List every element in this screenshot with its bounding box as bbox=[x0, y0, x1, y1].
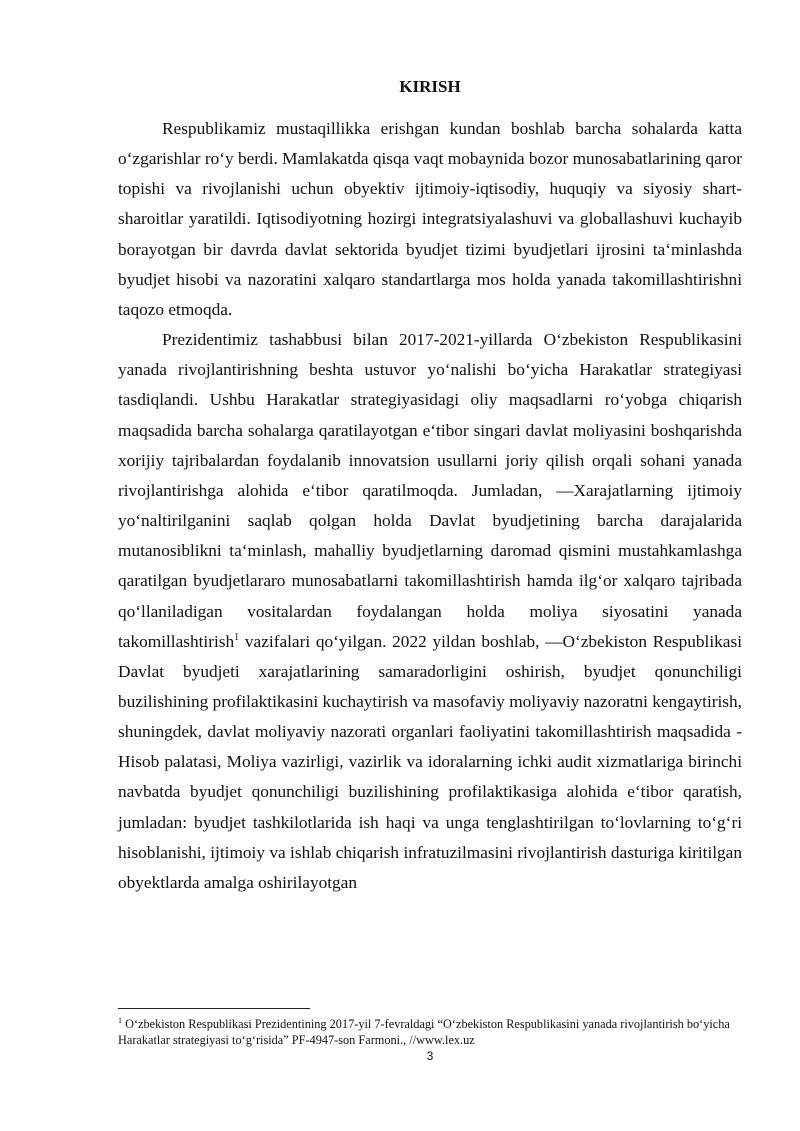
paragraph-2-part-1: Prezidentimiz tashabbusi bilan 2017-2021-yillarda O‘zbekiston Respublikasini yanada rivojlantirishning beshta ustuvor yo‘nalishi bo‘yicha Harakatlar strategiyasi tasdiqlandi. Ushbu Harakatlar strategiyasidagi oliy maqsadlarni ro‘yobga chiqarish maqsadida barcha sohalarga qaratilayotgan e‘tibor singari davlat moliyasini boshqarishda xorijiy tajribalardan foydalanib innovatsion usullarni joriy qilish orqali sohani yanada rivojlantirishga alohida e‘tibor qaratilmoqda. Jumladan, ―Xarajatlarning ijtimoiy yo‘naltirilganini saqlab qolgan holda Davlat byudjetining barcha darajalarida mutanosiblikni ta‘minlash, mahalliy byudjetlarning daromad qismini mustahkamlashga qaratilgan byudjetlararo munosabatlarni takomillashtirish hamda ilg‘or xalqaro tajribada qo‘llaniladigan vositalardan foydalangan holda moliya siyosatini yanada takomillashtirish bbox=[118, 330, 742, 651]
footnote bbox=[118, 1016, 742, 1048]
paragraph-1: Respublikamiz mustaqillikka erishgan kundan boshlab barcha sohalarda katta o‘zgarishlar ro‘y berdi. Mamlakatda qisqa vaqt mobaynida bozor munosabatlarining qaror topishi va rivojlanishi uchun obyektiv ijtimoiy-iqtisodiy, huquqiy va siyosiy shart-sharoitlar yaratildi. Iqtisodiyotning hozirgi integratsiyalashuvi va globallashuvi kuchayib borayotgan bir davrda davlat sektorida byudjet tizimi byudjetlari ijrosini ta‘minlashda byudjet hisobi va nazoratini xalqaro standartlarga mos holda yanada takomillashtirishni taqozo etmoqda. bbox=[118, 119, 742, 319]
paragraph-2 bbox=[118, 325, 742, 898]
page-number: 3 bbox=[426, 1049, 434, 1063]
section-heading: KIRISH bbox=[399, 77, 461, 96]
paragraph-2-part-2: vazifalari qo‘yilgan. 2022 yildan boshlab, ―O‘zbekiston Respublikasi Davlat byudjeti xarajatlarining samaradorligini oshirish, byudjet qonunchiligi buzilishining profilaktikasini kuchaytirish va masofaviy moliyaviy nazoratni kengaytirish, shuningdek, davlat moliyaviy nazorati organlari faoliyatini takomillashtirish maqsadida - Hisob palatasi, Moliya vazirligi, vazirlik va idoralarning ichki audit xizmatlariga birinchi navbatda byudjet qonunchiligi buzilishining profilaktikasiga alohida e‘tibor qaratish, jumladan: byudjet tashkilotlarida ish haqi va unga tenglashtirilgan to‘lovlarning to‘g‘ri hisoblanishi, ijtimoiy va ishlab chiqarish infratuzilmasini rivojlantirish dasturiga kiritilgan obyektlarda amalga oshirilayotgan bbox=[118, 631, 742, 892]
footnote-reference[interactable]: 1 bbox=[234, 631, 240, 643]
footnote-mark: 1 bbox=[118, 1015, 122, 1025]
footnote-separator bbox=[118, 1008, 310, 1009]
footnote-text: O‘zbekiston Respublikasi Prezidentining 2017-yil 7-fevraldagi “O‘zbekiston Respublikasini yanada rivojlantirish bo‘yicha Harakatlar strategiyasi to‘g‘risida” PF-4947-son Farmoni., //www.lex.uz bbox=[118, 1017, 730, 1047]
body-text bbox=[118, 114, 742, 898]
